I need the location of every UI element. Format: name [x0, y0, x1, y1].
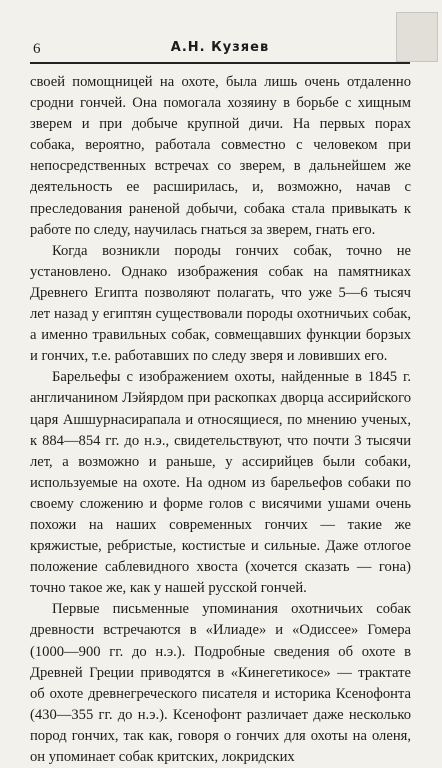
paragraph-3: Барельефы с изображением охоты, найденные в 1845 г. англичанином Лэйярдом при раскопках дворца ассирийского царя Ашшурнасирапала и относящиеся, по мнению ученых, к 884—854 гг. до н.э., свидетельствуют, что почти 3 тысячи лет, а возможно и раньше, у ассирийцев были собаки, используемые на охоте. На одном из барельефов собаки по своему сложению и форме голов с висячими ушами очень похожи на наших современных гончих — такие же кряжистые, ребристые, костистые и сильные. Даже отлогое положение саблевидного хвоста (хочется сказать — гона) точно такое же, как у нашей русской гончей.: [30, 369, 411, 597]
body-text: [30, 72, 411, 768]
paragraph-4: Первые письменные упоминания охотничьих собак древности встречаются в «Илиаде» и «Одиссее» Гомера (1000—900 гг. до н.э.). Подробные сведения об охоте в Древней Греции приводятся в «Кинегетикосе» — трактате об охоте древнегреческого писателя и историка Ксенофонта (430—355 гг. до н.э.). Ксенофонт различает даже несколько пород гончих, так как, говоря о гончих для охоты на оленя, он упоминает собак критских, локридских: [30, 601, 411, 765]
running-head-author: А.Н. Кузяев: [170, 40, 270, 55]
paragraph-1: своей помощницей на охоте, была лишь очень отдаленно сродни гончей. Она помогала хозяину в борьбе с хищным зверем и при добыче крупной дичи. На первых порах собака, вероятно, работала совместно с человеком при непосредственных встречах со зверем, в дальнейшем же деятельность ее расширилась, и, возможно, начав с преследования раненой добычи, собака стала привыкать к работе по следу, научилась гнаться за зверем, гнать его.: [30, 74, 411, 238]
page-number: 6: [33, 41, 41, 57]
page-header: [30, 36, 410, 60]
paragraph-2: Когда возникли породы гончих собак, точно не установлено. Однако изображения собак на памятниках Древнего Египта позволяют полагать, что уже 5—6 тысяч лет назад у египтян существовали породы охотничьих собак, а именно травильных собак, совмещавших функции борзых и гончих, т.е. работавших по следу зверя и ловивших его.: [30, 242, 411, 365]
hound-ornament-placeholder: [396, 12, 438, 62]
header-rule: [30, 62, 410, 64]
